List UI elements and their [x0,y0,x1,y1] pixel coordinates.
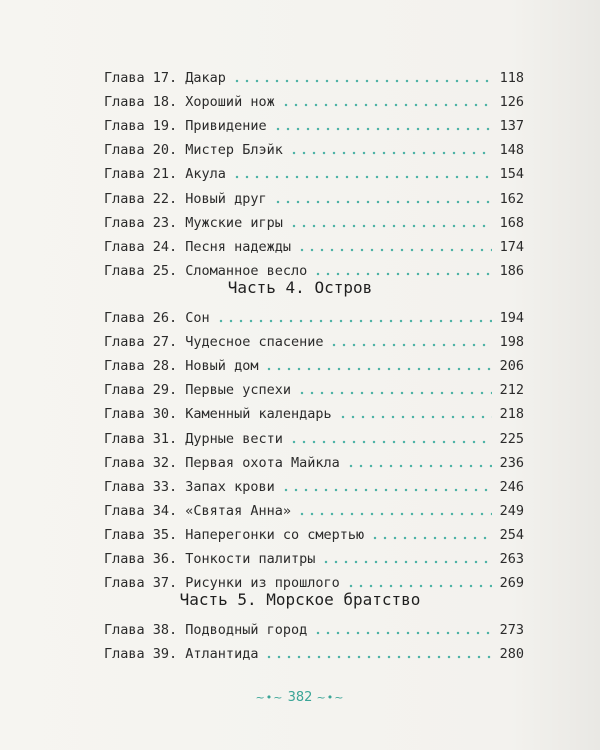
entry-label [104,646,258,662]
dot-leader [281,103,492,107]
page-number: 212 [499,382,524,399]
chapter-number: Глава 19. [104,118,178,135]
dot-leader [321,560,492,564]
entry-label [104,263,307,279]
page-number: 137 [499,118,524,135]
dot-leader [289,440,492,444]
chapter-title: Тонкости палитры [185,551,316,568]
toc-part3-list [104,62,524,279]
chapter-number: Глава 22. [104,190,178,207]
entry-label [104,166,226,182]
chapter-number: Глава 17. [104,70,178,87]
entry-label [104,334,323,350]
chapter-title: Подводный город [185,622,308,639]
toc-entry [104,471,524,495]
footer-page-number: 382 [287,690,313,705]
toc-part4-list [104,302,524,591]
toc-entry [104,447,524,471]
dot-leader [289,151,492,155]
chapter-title: Дакар [185,70,226,87]
dot-leader [313,631,492,635]
page-number: 249 [499,502,524,519]
chapter-number: Глава 27. [104,334,178,351]
entry-label [104,527,364,543]
chapter-number: Глава 18. [104,94,178,111]
toc-entry [104,495,524,519]
page-number: 218 [499,406,524,423]
toc-entry [104,62,524,86]
dot-leader [346,584,492,588]
chapter-number: Глава 25. [104,262,178,279]
entry-label [104,142,283,158]
entry-label [104,94,275,110]
entry-label [104,622,307,638]
chapter-number: Глава 24. [104,238,178,255]
toc-entry [104,86,524,110]
ornament-right: ~•~ [316,691,345,704]
chapter-title: Атлантида [185,646,259,663]
chapter-number: Глава 33. [104,478,178,495]
page-number: 154 [499,166,524,183]
entry-label [104,406,332,422]
entry-label [104,118,267,134]
chapter-title: Песня надежды [185,238,291,255]
page-number: 206 [499,358,524,375]
toc-entry [104,158,524,182]
toc-entry [104,374,524,398]
toc-entry [104,110,524,134]
chapter-title: Дурные вести [185,430,283,447]
entry-label [104,215,283,231]
page-number: 126 [499,94,524,111]
chapter-title: Привидение [185,118,267,135]
entry-label [104,455,340,471]
chapter-title: Новый дом [185,358,259,375]
page-number: 194 [499,310,524,327]
page-number: 162 [499,190,524,207]
chapter-number: Глава 20. [104,142,178,159]
dot-leader [273,200,492,204]
dot-leader [297,512,492,516]
toc-entry [104,255,524,279]
dot-leader [329,343,492,347]
chapter-number: Глава 36. [104,551,178,568]
dot-leader [289,224,492,228]
entry-label [104,70,226,86]
page-number: 118 [499,70,524,87]
chapter-title: Первая охота Майкла [185,454,340,471]
dot-leader [232,79,492,83]
chapter-number: Глава 23. [104,214,178,231]
dot-leader [273,127,492,131]
toc-part5-list [104,614,524,662]
toc-entry [104,350,524,374]
entry-label [104,382,291,398]
chapter-number: Глава 26. [104,310,178,327]
page-number: 198 [499,334,524,351]
page-number: 186 [499,262,524,279]
toc-entry [104,231,524,255]
entry-label [104,191,267,207]
part4-heading: Часть 4. Остров [227,278,373,297]
chapter-number: Глава 28. [104,358,178,375]
chapter-number: Глава 31. [104,430,178,447]
dot-leader [232,175,492,179]
chapter-title: Каменный календарь [185,406,332,423]
chapter-title: Мистер Блэйк [185,142,283,159]
dot-leader [264,367,492,371]
chapter-title: Сон [185,310,210,327]
chapter-number: Глава 32. [104,454,178,471]
entry-label [104,431,283,447]
toc-entry [104,543,524,567]
entry-label [104,575,340,591]
toc-entry [104,638,524,662]
chapter-number: Глава 39. [104,646,178,663]
page-footer [0,690,600,705]
chapter-number: Глава 35. [104,526,178,543]
dot-leader [346,464,492,468]
page-number: 236 [499,454,524,471]
page-number: 273 [499,622,524,639]
toc-entry [104,134,524,158]
toc-entry [104,614,524,638]
chapter-title: Хороший нож [185,94,275,111]
entry-label [104,358,258,374]
toc-entry [104,302,524,326]
page-number: 269 [499,575,524,592]
page-number: 246 [499,478,524,495]
dot-leader [297,248,492,252]
chapter-title: «Святая Анна» [185,502,291,519]
ornament-left: ~•~ [255,691,284,704]
dot-leader [370,536,492,540]
chapter-number: Глава 37. [104,575,178,592]
chapter-number: Глава 34. [104,502,178,519]
chapter-title: Акула [185,166,226,183]
chapter-title: Сломанное весло [185,262,308,279]
chapter-number: Глава 30. [104,406,178,423]
page-number: 225 [499,430,524,447]
toc-entry [104,398,524,422]
chapter-title: Рисунки из прошлого [185,575,340,592]
toc-entry [104,519,524,543]
chapter-title: Первые успехи [185,382,291,399]
dot-leader [281,488,492,492]
dot-leader [264,655,492,659]
toc-entry [104,182,524,206]
page-number: 148 [499,142,524,159]
toc-entry [104,207,524,231]
chapter-number: Глава 21. [104,166,178,183]
chapter-title: Мужские игры [185,214,283,231]
chapter-title: Новый друг [185,190,267,207]
entry-label [104,551,315,567]
dot-leader [216,319,492,323]
toc-entry [104,326,524,350]
chapter-title: Запах крови [185,478,275,495]
page-number: 280 [499,646,524,663]
page-number: 174 [499,238,524,255]
chapter-title: Чудесное спасение [185,334,324,351]
chapter-number: Глава 29. [104,382,178,399]
entry-label [104,239,291,255]
dot-leader [338,415,492,419]
toc-entry [104,567,524,591]
page-number: 254 [499,526,524,543]
page-number: 263 [499,551,524,568]
toc-entry [104,422,524,446]
part5-heading: Часть 5. Морское братство [179,590,421,609]
chapter-title: Наперегонки со смертью [185,526,365,543]
entry-label [104,310,210,326]
entry-label [104,479,275,495]
entry-label [104,503,291,519]
page-number: 168 [499,214,524,231]
dot-leader [313,272,492,276]
chapter-number: Глава 38. [104,622,178,639]
dot-leader [297,391,492,395]
